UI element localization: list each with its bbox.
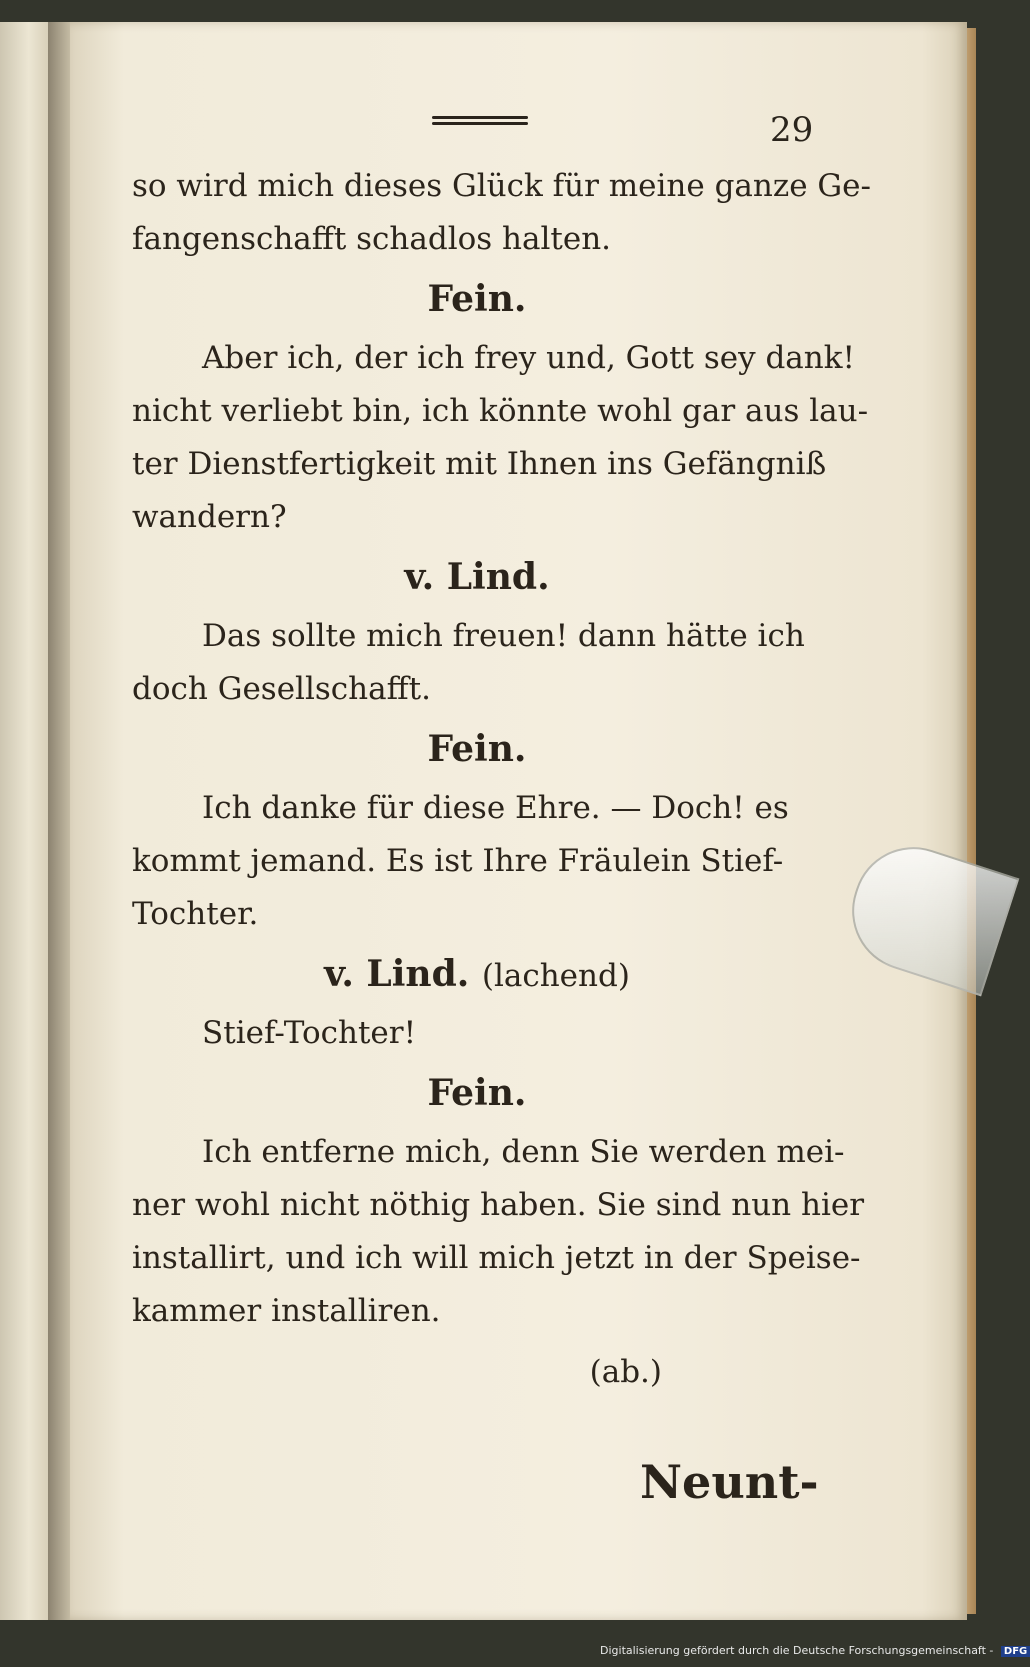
- text-line: nicht verliebt bin, ich könnte wohl gar aus lau-: [132, 393, 869, 429]
- text-line: Ich entferne mich, denn Sie werden mei-: [202, 1134, 845, 1170]
- speaker-name: Fein.: [427, 1072, 527, 1114]
- speaker-heading: [132, 544, 822, 610]
- text-line: Ich danke für diese Ehre. — Doch! es: [202, 790, 789, 826]
- text-line: ner wohl nicht nöthig haben. Sie sind nun hier: [132, 1187, 865, 1223]
- digitization-credit: [600, 1644, 1028, 1662]
- page-number: 29: [770, 110, 814, 150]
- text-line: Tochter.: [132, 896, 259, 932]
- stage-direction-exit: (ab.): [589, 1354, 662, 1390]
- page-text: [132, 160, 871, 1399]
- facing-page-edge: [0, 22, 48, 1620]
- stage-direction: (lachend): [481, 958, 630, 994]
- credit-text: Digitalisierung gefördert durch die Deutsche Forschungsgemeinschaft -: [600, 1644, 994, 1657]
- speaker-heading: [132, 1060, 822, 1126]
- text-line: Aber ich, der ich frey und, Gott sey dank!: [202, 340, 855, 376]
- speaker-heading: [132, 266, 822, 332]
- text-line: Stief-Tochter!: [202, 1015, 417, 1051]
- text-line: installirt, und ich will mich jetzt in der Speise-: [132, 1240, 861, 1276]
- speaker-name: Fein.: [427, 278, 527, 320]
- speaker-heading: [132, 716, 822, 782]
- text-line: doch Gesellschafft.: [132, 671, 431, 707]
- text-line: so wird mich dieses Glück für meine ganze Ge-: [132, 168, 871, 204]
- header-rule: [432, 116, 528, 128]
- speaker-name: Fein.: [427, 728, 527, 770]
- catchword: Neunt-: [640, 1455, 819, 1509]
- text-line: ter Dienstfertigkeit mit Ihnen ins Gefängniß: [132, 446, 827, 482]
- text-line: kammer installiren.: [132, 1293, 441, 1329]
- text-line: wandern?: [132, 499, 287, 535]
- speaker-name: v. Lind.: [324, 953, 470, 995]
- book-gutter: [48, 22, 70, 1620]
- speaker-heading: [132, 941, 822, 1007]
- text-line: Das sollte mich freuen! dann hätte ich: [202, 618, 805, 654]
- speaker-name: v. Lind.: [404, 556, 550, 598]
- text-line: fangenschafft schadlos halten.: [132, 221, 612, 257]
- dfg-logo: DFG: [1001, 1646, 1030, 1657]
- text-line: kommt jemand. Es ist Ihre Fräulein Stief-: [132, 843, 784, 879]
